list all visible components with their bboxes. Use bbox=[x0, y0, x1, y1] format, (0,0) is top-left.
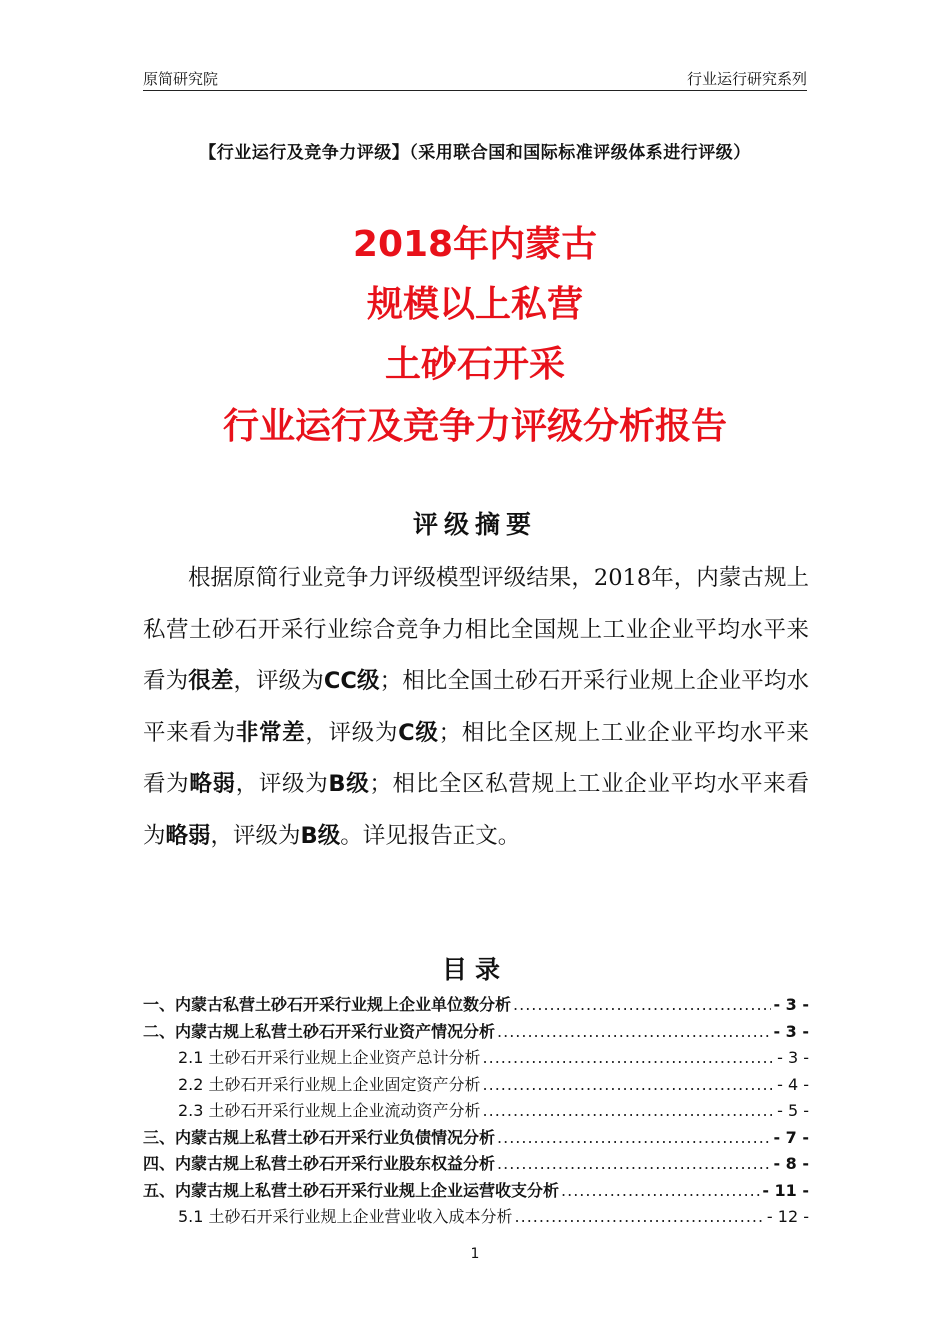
toc-entry-page: - 12 - bbox=[766, 1207, 809, 1226]
summary-emphasis: 非常差 bbox=[235, 719, 306, 746]
summary-text: ；相比全区私营规上工业企业平均水平来看为 bbox=[143, 771, 809, 849]
toc-leader bbox=[483, 1048, 776, 1067]
title-line-1: 2018年内蒙古 bbox=[352, 224, 598, 265]
toc-entry-page: - 11 - bbox=[762, 1180, 809, 1200]
toc-entry[interactable] bbox=[143, 1204, 809, 1231]
summary-text: ，评级为 bbox=[210, 822, 301, 849]
toc-entry[interactable] bbox=[143, 1178, 809, 1205]
summary-text: ，评级为 bbox=[233, 668, 324, 694]
toc-leader bbox=[497, 1128, 771, 1147]
summary-grade: B级 bbox=[328, 771, 370, 797]
summary-text: ，评级为 bbox=[235, 771, 329, 797]
summary-emphasis: 很差 bbox=[188, 668, 234, 694]
toc-entry-page: - 3 - bbox=[777, 1048, 809, 1067]
header-org: 原简研究院 bbox=[143, 70, 219, 88]
summary-text: 根据原简行业竞争力评级模型评级结果，2018年，内蒙古规上私营土砂石开采行业综合竞争力相比全国规上工业企业平均水平来看为 bbox=[143, 565, 809, 694]
toc-leader bbox=[515, 1207, 765, 1226]
page-header bbox=[143, 66, 807, 91]
header-series: 行业运行研究系列 bbox=[686, 70, 807, 88]
toc-entry-text: 五、内蒙古规上私营土砂石开采行业规上企业运营收支分析 bbox=[143, 1180, 560, 1200]
toc-entry-text: 三、内蒙古规上私营土砂石开采行业负债情况分析 bbox=[143, 1127, 496, 1147]
toc-entry[interactable] bbox=[143, 1125, 809, 1152]
toc-entry-page: - 3 - bbox=[773, 1021, 809, 1041]
toc-leader bbox=[483, 1075, 776, 1094]
toc-leader bbox=[483, 1101, 776, 1120]
toc-entry-page: - 4 - bbox=[777, 1074, 809, 1094]
toc-leader bbox=[497, 1022, 771, 1041]
summary-text: 。详见报告正文。 bbox=[340, 822, 521, 849]
toc-entry-text: 2.1 土砂石开采行业规上企业资产总计分析 bbox=[178, 1048, 481, 1067]
summary-grade: B级 bbox=[300, 822, 341, 849]
toc-entry-text: 二、内蒙古规上私营土砂石开采行业资产情况分析 bbox=[143, 1021, 496, 1041]
report-subtitle: 【行业运行及竞争力评级】（采用联合国和国际标准评级体系进行评级） bbox=[199, 143, 751, 163]
toc-entry-page: - 3 - bbox=[773, 995, 809, 1014]
title-line-2: 规模以上私营 bbox=[366, 284, 583, 325]
toc-entry[interactable] bbox=[143, 1151, 809, 1178]
toc-heading: 目录 bbox=[441, 955, 508, 984]
toc-entry-page: - 8 - bbox=[773, 1154, 809, 1173]
summary-grade: CC级 bbox=[323, 668, 380, 694]
summary-grade: C级 bbox=[398, 719, 439, 746]
summary-paragraph bbox=[143, 553, 809, 862]
summary-text: ；相比全区规上工业企业平均水平来看为 bbox=[143, 719, 809, 797]
toc-entry[interactable] bbox=[143, 992, 809, 1019]
toc-entry-page: - 7 - bbox=[773, 1127, 809, 1147]
toc-leader bbox=[513, 995, 771, 1014]
toc-entry-text: 四、内蒙古规上私营土砂石开采行业股东权益分析 bbox=[143, 1154, 496, 1173]
toc-entry[interactable] bbox=[143, 1098, 809, 1125]
table-of-contents bbox=[143, 992, 809, 1231]
title-line-3: 土砂石开采 bbox=[384, 344, 565, 385]
toc-entry-text: 5.1 土砂石开采行业规上企业营业收入成本分析 bbox=[178, 1207, 513, 1226]
toc-entry-text: 2.2 土砂石开采行业规上企业固定资产分析 bbox=[178, 1074, 481, 1094]
toc-entry-text: 一、内蒙古私营土砂石开采行业规上企业单位数分析 bbox=[143, 995, 512, 1014]
summary-emphasis: 略弱 bbox=[189, 771, 236, 797]
toc-entry[interactable] bbox=[143, 1019, 809, 1046]
toc-entry[interactable] bbox=[143, 1045, 809, 1072]
toc-leader bbox=[561, 1181, 760, 1200]
summary-heading: 评级摘要 bbox=[412, 510, 537, 539]
title-line-4: 行业运行及竞争力评级分析报告 bbox=[222, 406, 727, 447]
toc-entry-text: 2.3 土砂石开采行业规上企业流动资产分析 bbox=[178, 1101, 481, 1120]
toc-entry-page: - 5 - bbox=[777, 1101, 809, 1120]
summary-emphasis: 略弱 bbox=[165, 822, 211, 849]
page-number: 1 bbox=[470, 1246, 480, 1262]
summary-text: ，评级为 bbox=[305, 719, 399, 746]
summary-text: ；相比全国土砂石开采行业规上企业平均水平来看为 bbox=[143, 668, 809, 746]
toc-leader bbox=[497, 1154, 771, 1173]
toc-entry[interactable] bbox=[143, 1072, 809, 1099]
